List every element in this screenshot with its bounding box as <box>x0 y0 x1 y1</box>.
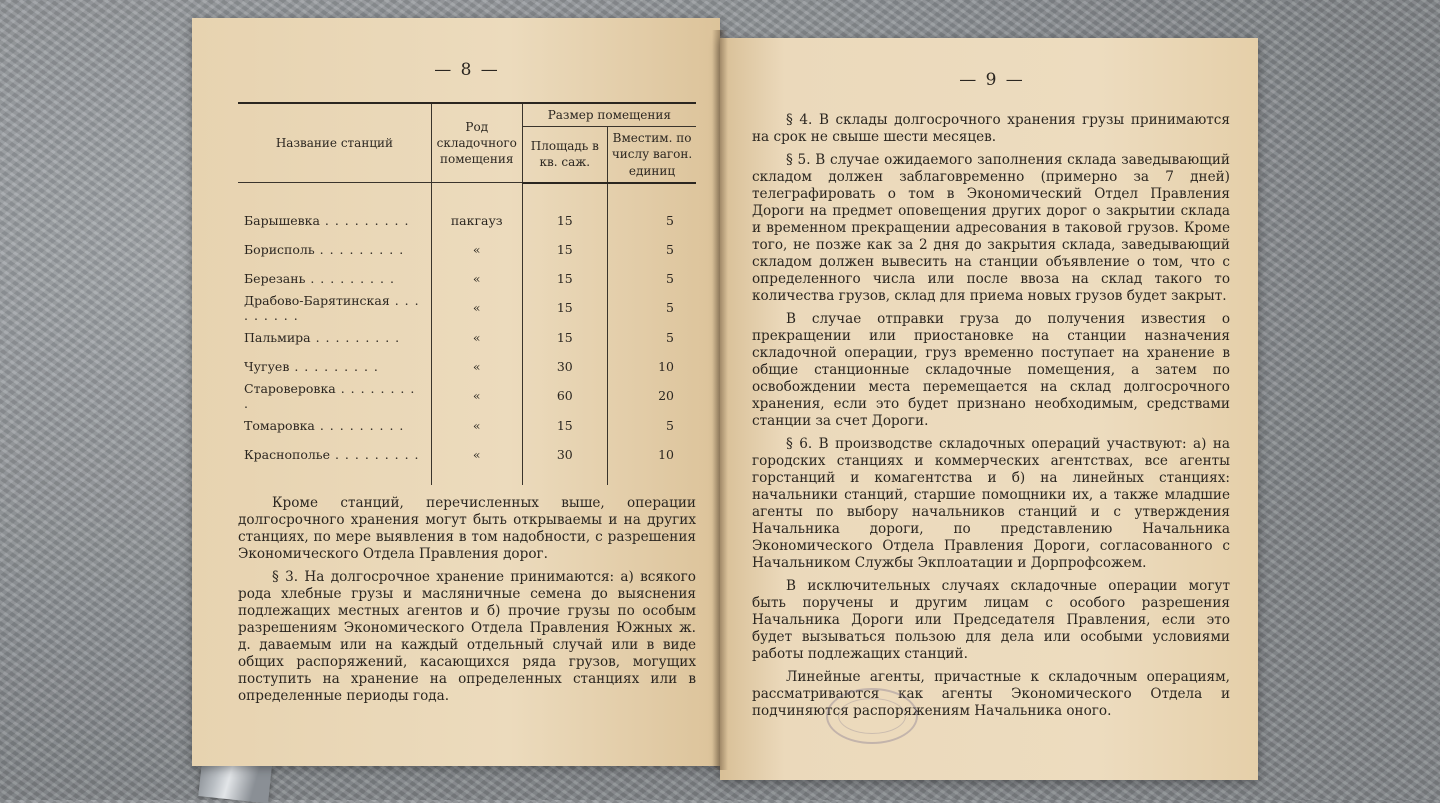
station-name-cell: Барышевка . . . <box>238 183 431 235</box>
storage-type-cell: « <box>431 323 522 352</box>
header-capacity: Вместим. по числу вагон. единиц <box>608 127 696 183</box>
station-name-cell: Томаровка . . . <box>238 411 431 440</box>
station-name-cell: Драбово-Барятинская . . . <box>238 293 431 323</box>
station-name-cell: Борисполь . . . <box>238 235 431 264</box>
paragraph: В исключительных случаях складочные операции могут быть поручены и другим лицам с особого разрешения Начальника Дороги или Председателя Правления, если это будет вызываться пользою для дела или особыми условиями работы подлежащих станций. <box>752 578 1230 662</box>
paragraph: § 4. В склады долгосрочного хранения грузы принимаются на срок не свыше шести месяцев. <box>752 112 1230 145</box>
station-name-cell: Чугуев . . . <box>238 352 431 381</box>
right-page <box>720 38 1258 780</box>
storage-type-cell: « <box>431 235 522 264</box>
paragraph: В случае отправки груза до получения известия о прекращении или приостановке на станции назначения складочной операции, груз временно поступает на хранение в общие станционные складочные помещения, а затем по освобождении места перемещается на склад долгосрочного хранения, если это будет признано необходимым, средствами станции за счет Дороги. <box>752 311 1230 429</box>
storage-type-cell: « <box>431 381 522 411</box>
area-cell: 30 <box>522 352 607 381</box>
left-page <box>192 18 720 766</box>
table-row <box>238 235 696 264</box>
storage-type-cell: пакгауз <box>431 183 522 235</box>
capacity-cell: 5 <box>666 329 674 345</box>
header-station-name: Название станций <box>238 103 431 183</box>
station-name-cell: Березань . . . <box>238 264 431 293</box>
area-cell: 15 <box>522 235 607 264</box>
capacity-cell: 5 <box>666 270 674 286</box>
storage-type-cell: « <box>431 411 522 440</box>
table-row <box>238 323 696 352</box>
area-cell: 15 <box>522 293 607 323</box>
table-row <box>238 411 696 440</box>
area-cell: 30 <box>522 440 607 485</box>
right-page-text <box>752 112 1230 720</box>
area-cell: 60 <box>522 381 607 411</box>
storage-type-cell: « <box>431 293 522 323</box>
page-number-right: — 9 — <box>959 70 1025 90</box>
book-fold <box>712 30 728 770</box>
station-name-cell: Пальмира . . . <box>238 323 431 352</box>
stations-table <box>238 102 696 485</box>
capacity-cell: 5 <box>666 241 674 257</box>
storage-type-cell: « <box>431 440 522 485</box>
capacity-cell: 5 <box>666 300 674 316</box>
table-row <box>238 293 696 323</box>
station-name-cell: Краснополье . . . <box>238 440 431 485</box>
header-storage-type: Род складочного помещения <box>431 103 522 183</box>
left-page-text <box>238 495 696 705</box>
stamp-mark <box>826 688 918 744</box>
area-cell: 15 <box>522 323 607 352</box>
capacity-cell: 10 <box>658 446 674 462</box>
capacity-cell: 10 <box>658 358 674 374</box>
paragraph: § 3. На долгосрочное хранение принимаются: а) всякого рода хлебные грузы и масляничные семена до выяснения подлежащих местных агентов и б) прочие грузы по особым разрешениям Экономического Отдела Правления Южных ж. д. даваемым или на каждый отдельный случай или в виде общих распоряжений, касающихся ряда грузов, могущих поступить на хранение на определенных станциях или в определенные периоды года. <box>238 568 696 704</box>
table-row <box>238 440 696 485</box>
area-cell: 15 <box>522 411 607 440</box>
page-number-left: — 8 — <box>434 60 500 80</box>
header-area: Площадь в кв. саж. <box>522 127 607 183</box>
paragraph: § 6. В производстве складочных операций участвуют: а) на городских станциях и коммерческих агентствах, все агенты горстанций и комагентства и б) на линейных станциях: начальники станций, старшие помощники их, а также младшие агенты по выбору начальников станций и с утверждения Начальника дороги, по представлению Начальника Экономического Отдела Правления Дороги, согласованного с Начальником Службы Экплоатации и Дорпрофсожем. <box>752 436 1230 571</box>
station-name-cell: Староверовка . . . <box>238 381 431 411</box>
table-row <box>238 381 696 411</box>
table-row <box>238 183 696 235</box>
table-row <box>238 264 696 293</box>
header-size-group: Размер помещения <box>522 103 696 127</box>
storage-type-cell: « <box>431 352 522 381</box>
area-cell: 15 <box>522 264 607 293</box>
storage-type-cell: « <box>431 264 522 293</box>
paragraph: Кроме станций, перечисленных выше, операции долгосрочного хранения могут быть открываемы и на других станциях, по мере выявления в том надобности, с разрешения Экономического Отдела Правления дорог. <box>238 494 696 562</box>
paragraph: Линейные агенты, причастные к складочным операциям, рассматриваются как агенты Экономического Отдела и подчиняются распоряжениям Начальника оного. <box>752 669 1230 719</box>
capacity-cell: 20 <box>658 388 674 404</box>
table-row <box>238 352 696 381</box>
paragraph: § 5. В случае ожидаемого заполнения склада заведывающий складом должен заблаговременно (примерно за 7 дней) телеграфировать о том в Экономический Отдел Правления Дороги на предмет оповещения других дорог о закрытии склада и временном прекращении адресования в таковой грузов. Кроме того, не позже как за 2 дня до закрытия склада, заведывающий складом должен вывесить на станции объявление о том, что с определенного числа или после ввоза на склад такого то количества грузов, склад для приема новых грузов будет закрыт. <box>752 152 1230 304</box>
capacity-cell: 5 <box>666 212 674 228</box>
capacity-cell: 5 <box>666 417 674 433</box>
area-cell: 15 <box>522 183 607 235</box>
